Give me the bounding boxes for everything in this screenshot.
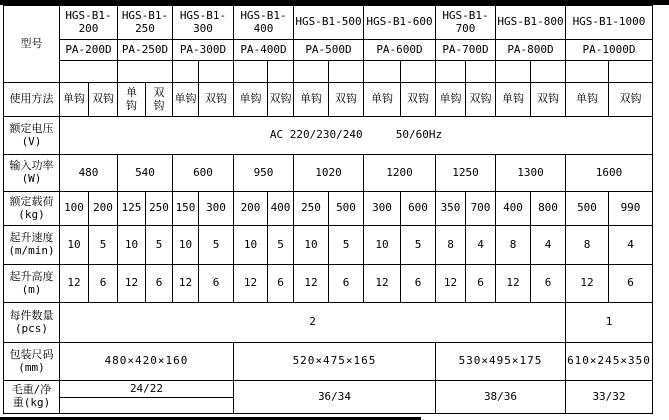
usage-single-hook-cell-line: 单钩 — [300, 92, 322, 106]
lifting-speed-cell: 8 — [566, 226, 609, 265]
row-label-weight-line: 重(kg) — [12, 396, 51, 409]
row-label-usage — [4, 83, 60, 117]
rated-load-cell: 800 — [531, 192, 566, 226]
table-row — [4, 343, 653, 381]
lifting-height-cell: 6 — [199, 265, 234, 303]
usage-double-hook-cell — [89, 83, 118, 117]
usage-double-hook-cell — [268, 83, 294, 117]
usage-single-hook-cell — [60, 83, 89, 117]
usage-single-hook-cell — [496, 83, 531, 117]
model-name-cell — [496, 6, 566, 40]
usage-double-hook-cell — [466, 83, 496, 117]
pa-model-cell: PA-700D — [436, 40, 496, 61]
usage-double-hook-cell-line: 双钩 — [537, 92, 559, 106]
table-row — [4, 61, 653, 83]
row-label-speed-line: 起升速度 — [9, 231, 54, 245]
usage-single-hook-cell — [173, 83, 199, 117]
usage-double-hook-cell — [531, 83, 566, 117]
lifting-speed-cell: 10 — [294, 226, 329, 265]
lifting-speed-cell: 10 — [234, 226, 268, 265]
lifting-speed-cell: 4 — [466, 226, 496, 265]
lifting-speed-cell: 4 — [609, 226, 653, 265]
pa-model-cell: PA-200D — [60, 40, 118, 61]
row-label-height-line: 起升高度 — [9, 269, 54, 283]
rated-load-cell: 990 — [609, 192, 653, 226]
rated-load-cell: 300 — [364, 192, 401, 226]
lifting-speed-cell: 5 — [89, 226, 118, 265]
lifting-speed-cell: 5 — [401, 226, 436, 265]
rated-load-cell: 350 — [436, 192, 466, 226]
usage-double-hook-cell — [199, 83, 234, 117]
spacer-cell — [234, 61, 268, 83]
table-row — [4, 83, 653, 117]
lifting-speed-cell: 10 — [364, 226, 401, 265]
model-name-cell — [566, 6, 653, 40]
rated-load-cell: 400 — [496, 192, 531, 226]
spacer-cell — [566, 61, 609, 83]
lifting-height-cell: 12 — [566, 265, 609, 303]
usage-double-hook-cell — [401, 83, 436, 117]
spacer-cell — [173, 61, 199, 83]
row-label-speed-line: (m/min) — [8, 244, 55, 257]
usage-single-hook-cell-line: 单钩 — [576, 92, 598, 106]
table-row — [4, 192, 653, 226]
table-row — [4, 155, 653, 192]
rated-load-cell: 150 — [173, 192, 199, 226]
model-name-cell — [173, 6, 234, 40]
row-label-height — [4, 265, 60, 303]
lifting-speed-cell: 5 — [199, 226, 234, 265]
usage-double-hook-cell-line: 双钩 — [619, 92, 642, 106]
input-power-cell: 600 — [173, 155, 234, 192]
input-power-cell: 1020 — [294, 155, 364, 192]
usage-double-hook-cell-line: 双钩 — [269, 92, 292, 106]
row-label-qty — [4, 303, 60, 343]
usage-double-hook-cell — [329, 83, 364, 117]
usage-double-hook-cell-line: 双钩 — [335, 92, 357, 106]
row-label-model-line: 型号 — [20, 36, 43, 50]
row-label-qty-line: 每件数量 — [9, 308, 54, 322]
rated-load-cell: 250 — [294, 192, 329, 226]
usage-single-hook-cell-line: 单钩 — [174, 92, 197, 106]
row-label-voltage — [4, 117, 60, 155]
lifting-speed-cell: 10 — [173, 226, 199, 265]
pa-model-cell: PA-800D — [496, 40, 566, 61]
spacer-cell — [329, 61, 364, 83]
weight-empty-cell — [60, 398, 234, 414]
model-name-cell-line: 200 — [78, 21, 99, 35]
rated-load-cell: 600 — [401, 192, 436, 226]
row-label-height-line: (m) — [21, 282, 42, 296]
rated-load-cell: 200 — [89, 192, 118, 226]
lifting-speed-cell: 5 — [329, 226, 364, 265]
lifting-speed-cell: 4 — [531, 226, 566, 265]
model-name-cell — [364, 6, 436, 40]
row-label-power-line: (W) — [21, 172, 42, 185]
input-power-cell: 1300 — [496, 155, 566, 192]
qty-per-piece-cell: 2 — [60, 303, 566, 343]
table-row — [4, 6, 653, 40]
input-power-cell: 1600 — [566, 155, 653, 192]
spacer-cell — [531, 61, 566, 83]
model-name-cell-line: HGS-B1-300 — [179, 8, 227, 35]
model-name-cell-line: HGS-B1-1000 — [572, 15, 646, 29]
table-row — [4, 381, 653, 398]
table-row — [4, 40, 653, 61]
row-label-packing-line: (mm) — [18, 360, 45, 374]
model-name-cell — [234, 6, 294, 40]
rated-load-cell: 100 — [60, 192, 89, 226]
lifting-speed-cell: 10 — [60, 226, 89, 265]
model-name-cell-line: HGS-B1-600 — [366, 15, 433, 29]
lifting-height-cell: 12 — [294, 265, 329, 303]
row-label-load-line: (kg) — [18, 207, 45, 221]
model-name-cell-line: 700 — [455, 21, 476, 35]
pa-model-cell: PA-1000D — [566, 40, 653, 61]
lifting-speed-cell: 10 — [118, 226, 146, 265]
row-label-power-line: 输入功率 — [9, 159, 54, 173]
spacer-cell — [466, 61, 496, 83]
row-label-voltage-line: 额定电压 — [9, 121, 54, 135]
voltage-value-cell: AC 220/230/240 50/60Hz — [60, 117, 653, 155]
lifting-speed-cell: 8 — [436, 226, 466, 265]
table-row — [4, 117, 653, 155]
input-power-cell: 1250 — [436, 155, 496, 192]
usage-single-hook-cell — [566, 83, 609, 117]
usage-single-hook-cell-line: 单钩 — [439, 92, 462, 106]
usage-single-hook-cell-line: 单钩 — [63, 92, 85, 106]
model-name-cell-line: HGS-B1-500 — [295, 15, 362, 29]
usage-double-hook-cell-line: 双钩 — [407, 92, 429, 106]
model-name-cell-line: HGS-B1-800 — [497, 15, 564, 29]
rated-load-cell: 400 — [268, 192, 294, 226]
usage-double-hook-cell — [609, 83, 653, 117]
usage-single-hook-cell-line: 单 — [126, 85, 137, 99]
spacer-cell — [199, 61, 234, 83]
lifting-height-cell: 12 — [436, 265, 466, 303]
pa-model-cell: PA-600D — [364, 40, 436, 61]
usage-double-hook-cell — [146, 83, 173, 117]
spacer-cell — [609, 61, 653, 83]
table-row — [4, 303, 653, 343]
lifting-height-cell: 6 — [401, 265, 436, 303]
rated-load-cell: 200 — [234, 192, 268, 226]
spacer-cell — [364, 61, 401, 83]
spacer-cell — [401, 61, 436, 83]
table-row — [4, 226, 653, 265]
lifting-height-cell: 12 — [234, 265, 268, 303]
spacer-cell — [268, 61, 294, 83]
lifting-height-cell: 12 — [60, 265, 89, 303]
usage-single-hook-cell — [234, 83, 268, 117]
lifting-height-cell: 12 — [496, 265, 531, 303]
usage-single-hook-cell — [294, 83, 329, 117]
model-name-cell-line: HGS-B1- — [442, 8, 489, 22]
model-name-cell — [436, 6, 496, 40]
model-name-cell-line: 250 — [135, 21, 155, 35]
rated-load-cell: 500 — [329, 192, 364, 226]
lifting-height-cell: 6 — [329, 265, 364, 303]
model-name-cell — [294, 6, 364, 40]
packing-size-cell: 530×495×175 — [436, 343, 566, 381]
input-power-cell: 540 — [118, 155, 173, 192]
packing-size-cell: 610×245×350 — [566, 343, 653, 381]
row-label-weight-line: 毛重/净 — [11, 383, 52, 397]
usage-double-hook-cell-line: 双钩 — [469, 92, 492, 106]
lifting-height-cell: 6 — [531, 265, 566, 303]
usage-single-hook-cell-line: 单钩 — [239, 92, 262, 106]
row-label-packing-line: 包装尺码 — [9, 347, 54, 361]
usage-single-hook-cell — [364, 83, 401, 117]
rated-load-cell: 500 — [566, 192, 609, 226]
usage-double-hook-cell-line: 双钩 — [92, 92, 114, 106]
model-name-cell-line: 400 — [253, 21, 274, 35]
model-name-cell — [118, 6, 173, 40]
usage-single-hook-cell-line: 单钩 — [371, 92, 393, 106]
input-power-cell: 1200 — [364, 155, 436, 192]
rated-load-cell: 700 — [466, 192, 496, 226]
spacer-cell — [118, 61, 173, 83]
rated-load-cell: 300 — [199, 192, 234, 226]
weight-cell: 24/22 — [60, 381, 234, 398]
lifting-height-cell: 12 — [364, 265, 401, 303]
row-label-weight — [4, 381, 60, 414]
rated-load-cell: 250 — [146, 192, 173, 226]
spec-table — [3, 5, 653, 414]
row-label-packing — [4, 343, 60, 381]
packing-size-cell: 520×475×165 — [234, 343, 436, 381]
spacer-cell — [60, 61, 118, 83]
weight-cell: 33/32 — [566, 381, 653, 414]
pa-model-cell: PA-400D — [234, 40, 294, 61]
input-power-cell: 480 — [60, 155, 118, 192]
pa-model-cell: PA-250D — [118, 40, 173, 61]
pa-model-cell: PA-300D — [173, 40, 234, 61]
model-name-cell-line: HGS-B1- — [65, 8, 112, 22]
weight-cell: 36/34 — [234, 381, 436, 414]
row-label-power — [4, 155, 60, 192]
lifting-speed-cell: 8 — [496, 226, 531, 265]
weight-cell: 38/36 — [436, 381, 566, 414]
spacer-cell — [294, 61, 329, 83]
row-label-model — [4, 6, 60, 83]
lifting-height-cell: 6 — [466, 265, 496, 303]
pa-model-cell: PA-500D — [294, 40, 364, 61]
lifting-height-cell: 6 — [609, 265, 653, 303]
model-name-cell — [60, 6, 118, 40]
usage-double-hook-cell-line: 双 — [153, 85, 165, 99]
input-power-cell: 950 — [234, 155, 294, 192]
packing-size-cell: 480×420×160 — [60, 343, 234, 381]
usage-single-hook-cell — [436, 83, 466, 117]
row-label-usage-line: 使用方法 — [9, 92, 54, 106]
lifting-height-cell: 6 — [268, 265, 294, 303]
row-label-load — [4, 192, 60, 226]
row-label-speed — [4, 226, 60, 265]
lifting-height-cell: 12 — [173, 265, 199, 303]
lifting-speed-cell: 5 — [146, 226, 173, 265]
row-label-voltage-line: (V) — [21, 134, 42, 148]
usage-single-hook-cell — [118, 83, 146, 117]
row-label-load-line: 额定载荷 — [9, 194, 54, 208]
model-name-cell-line: HGS-B1- — [121, 8, 169, 22]
lifting-height-cell: 6 — [146, 265, 173, 303]
qty-per-piece-cell: 1 — [566, 303, 653, 343]
row-label-qty-line: (pcs) — [14, 321, 49, 335]
model-name-cell-line: HGS-B1- — [240, 8, 287, 22]
spacer-cell — [496, 61, 531, 83]
lifting-height-cell: 6 — [89, 265, 118, 303]
lifting-speed-cell: 5 — [268, 226, 294, 265]
usage-single-hook-cell-line: 钩 — [126, 98, 137, 112]
spacer-cell — [436, 61, 466, 83]
table-row — [4, 265, 653, 303]
usage-single-hook-cell-line: 单钩 — [502, 92, 524, 106]
rated-load-cell: 125 — [118, 192, 146, 226]
usage-double-hook-cell-line: 双钩 — [205, 92, 227, 106]
lifting-height-cell: 12 — [118, 265, 146, 303]
usage-double-hook-cell-line: 钩 — [153, 98, 165, 112]
